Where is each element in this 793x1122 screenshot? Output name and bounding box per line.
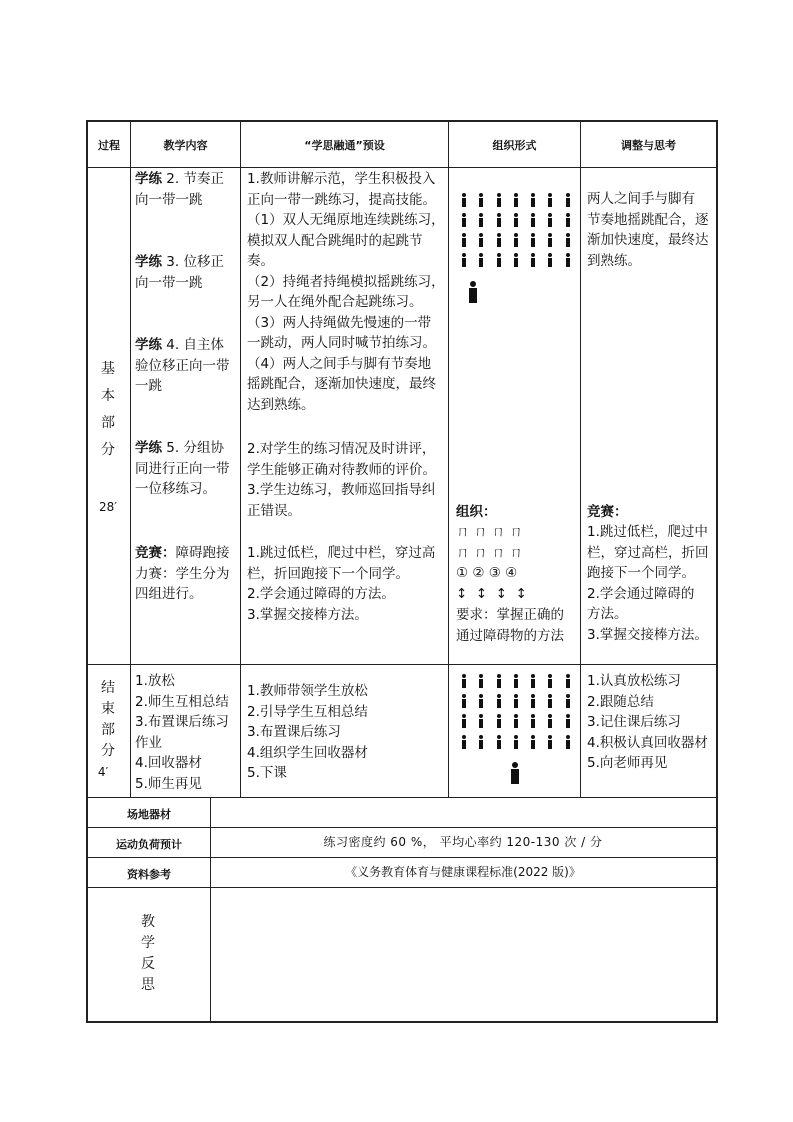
content-item: [135, 438, 238, 500]
student-icon: [508, 253, 525, 268]
student-icon: [560, 253, 577, 268]
student-icon: [542, 694, 559, 709]
student-icon: [491, 193, 508, 208]
org-requirement: 要求：掌握正确的 通过障碍物的方法: [456, 607, 564, 644]
teacher-icon: [467, 281, 479, 303]
content-text: 2. 节奏正 向一带一跳: [135, 171, 224, 208]
org-hurdles-row: ㄇ ㄇ ㄇ ㄇ: [456, 524, 523, 540]
load-label: 运动负荷预计: [116, 838, 182, 851]
content-text: 4. 自主体 验位移正向一带 一跳: [135, 337, 230, 394]
student-row: [456, 714, 577, 729]
ending-char: 结: [101, 680, 115, 696]
content-text: 障碍跑接 力赛：学生分为 四组进行。: [135, 545, 230, 602]
content-tag: 学练: [135, 337, 162, 353]
content-item: [135, 169, 238, 210]
content-tag: 学练: [135, 440, 162, 456]
basic-char: 基: [101, 361, 115, 377]
student-icon: [473, 193, 490, 208]
student-row: [456, 253, 577, 268]
content-item: [135, 543, 238, 605]
student-icon: [542, 735, 559, 750]
student-icon: [456, 233, 473, 248]
header-adjust: 调整与思考: [621, 139, 676, 152]
reflection-char: 学: [141, 935, 155, 951]
student-row: [456, 193, 577, 208]
student-row: [456, 694, 577, 709]
ending-time: 4′: [97, 765, 109, 779]
student-icon: [525, 714, 542, 729]
student-icon: [508, 213, 525, 228]
reflection-char: 反: [141, 956, 155, 972]
student-icon: [542, 193, 559, 208]
student-icon: [456, 735, 473, 750]
org-hurdles-row: ㄇ ㄇ ㄇ ㄇ: [456, 545, 523, 561]
student-icon: [491, 674, 508, 689]
content-tag: 学练: [135, 254, 162, 270]
student-icon: [508, 193, 525, 208]
student-icon: [456, 213, 473, 228]
student-icon: [542, 213, 559, 228]
reflection-char: 教: [141, 914, 155, 930]
student-icon: [491, 694, 508, 709]
student-row: [456, 674, 577, 689]
ref-label: 资料参考: [127, 868, 171, 881]
student-icon: [525, 674, 542, 689]
student-icon: [473, 694, 490, 709]
student-icon: [542, 253, 559, 268]
student-icon: [542, 714, 559, 729]
adjust-block-1: 两人之间手与脚有 节奏地摇跳配合，逐 渐加快速度，最终达 到熟练。: [587, 191, 709, 269]
header-preset: “学思融通”预设: [304, 139, 385, 152]
basic-char: 分: [101, 442, 115, 458]
header-organization: 组织形式: [492, 139, 537, 152]
student-icon: [508, 735, 525, 750]
preset-block-3: 1.跳过低栏，爬过中栏，穿过高 栏，折回跑接下一个同学。 2.学会通过障碍的方法。 3.掌握交接棒方法。: [247, 545, 436, 623]
student-icon: [542, 233, 559, 248]
ending-char: 分: [101, 743, 115, 759]
student-icon: [456, 694, 473, 709]
reflection-char: 思: [141, 977, 155, 993]
student-icon: [560, 193, 577, 208]
student-icon: [508, 233, 525, 248]
basic-char: 部: [101, 415, 115, 431]
header-content: 教学内容: [163, 139, 208, 152]
preset-block-1: 1.教师讲解示范，学生积极投入 正向一带一跳练习，提高技能。 （1）双人无绳原地连续跳练习， 模拟双人配合跳绳时的起跳节 奏。 （2）持绳者持绳模拟摇跳练习， 另一人在绳外配合起跳练习。 （3）两人持绳做先慢速的一带 一跳动，两人同时喊节拍练习。 （4）两人之间手与脚有节奏地 摇跳配合，逐渐加快速度，最终 达到熟练。: [247, 171, 445, 413]
student-icon: [560, 233, 577, 248]
adjust-block-2: 1.跳过低栏，爬过中 栏，穿过高栏，折回 跑接下一个同学。 2.学会通过障碍的 方法。 3.掌握交接棒方法。: [587, 524, 709, 643]
ref-value: 《义务教育体育与健康课程标准(2022 版)》: [345, 865, 581, 879]
student-icon: [542, 674, 559, 689]
student-icon: [525, 694, 542, 709]
student-icon: [456, 253, 473, 268]
student-icon: [491, 233, 508, 248]
ending-content: 1.放松 2.师生互相总结 3.布置课后练习 作业 4.回收器材 5.师生再见: [135, 673, 229, 792]
student-icon: [456, 193, 473, 208]
student-icon: [525, 735, 542, 750]
content-item: [135, 335, 238, 397]
student-icon: [491, 735, 508, 750]
basic-time: 28′: [99, 500, 117, 514]
student-row: [456, 233, 577, 248]
basic-char: 本: [101, 388, 115, 404]
student-icon: [491, 253, 508, 268]
reflection-area[interactable]: [212, 889, 715, 1020]
student-icon: [508, 714, 525, 729]
student-icon: [560, 714, 577, 729]
student-icon: [560, 213, 577, 228]
student-icon: [473, 674, 490, 689]
student-icon: [525, 233, 542, 248]
student-row: [456, 213, 577, 228]
org-arrows: ↕ ↕ ↕ ↕: [456, 586, 527, 602]
student-icon: [560, 735, 577, 750]
ending-char: 束: [101, 701, 115, 717]
student-icon: [473, 253, 490, 268]
adjust-race-label: 竞赛：: [587, 504, 628, 520]
ending-adjust: 1.认真放松练习 2.跟随总结 3.记住课后练习 4.积极认真回收器材 5.向老师再见: [587, 673, 708, 771]
student-icon: [473, 735, 490, 750]
ending-preset: 1.教师带领学生放松 2.引导学生互相总结 3.布置课后练习 4.组织学生回收器材 5.下课: [247, 683, 368, 781]
student-icon: [525, 213, 542, 228]
content-tag: 学练: [135, 171, 162, 187]
student-icon: [525, 253, 542, 268]
student-icon: [473, 233, 490, 248]
content-tag: 竞赛：: [135, 545, 176, 561]
content-item: [135, 252, 238, 293]
teacher-icon: [509, 762, 521, 784]
content-text: 3. 位移正 向一带一跳: [135, 254, 224, 291]
org-numbers: ① ② ③ ④: [456, 565, 518, 581]
student-icon: [560, 674, 577, 689]
header-process: 过程: [98, 139, 120, 152]
student-icon: [560, 694, 577, 709]
org-label: 组织：: [456, 504, 497, 520]
content-text: 5. 分组协 同进行正向一带 一位移练习。: [135, 440, 230, 497]
student-icon: [491, 213, 508, 228]
student-icon: [508, 694, 525, 709]
student-icon: [473, 213, 490, 228]
student-icon: [525, 193, 542, 208]
preset-block-2: 2.对学生的练习情况及时讲评， 学生能够正确对待教师的评价。 3.学生边练习，教师巡回指导纠 正错误。: [247, 441, 436, 519]
student-icon: [456, 674, 473, 689]
venue-label: 场地器材: [127, 808, 171, 821]
student-icon: [456, 714, 473, 729]
student-row: [456, 735, 577, 750]
load-value: 练习密度约 60 %， 平均心率约 120-130 次 / 分: [323, 835, 603, 849]
ending-char: 部: [101, 722, 115, 738]
student-icon: [491, 714, 508, 729]
student-icon: [508, 674, 525, 689]
student-icon: [473, 714, 490, 729]
